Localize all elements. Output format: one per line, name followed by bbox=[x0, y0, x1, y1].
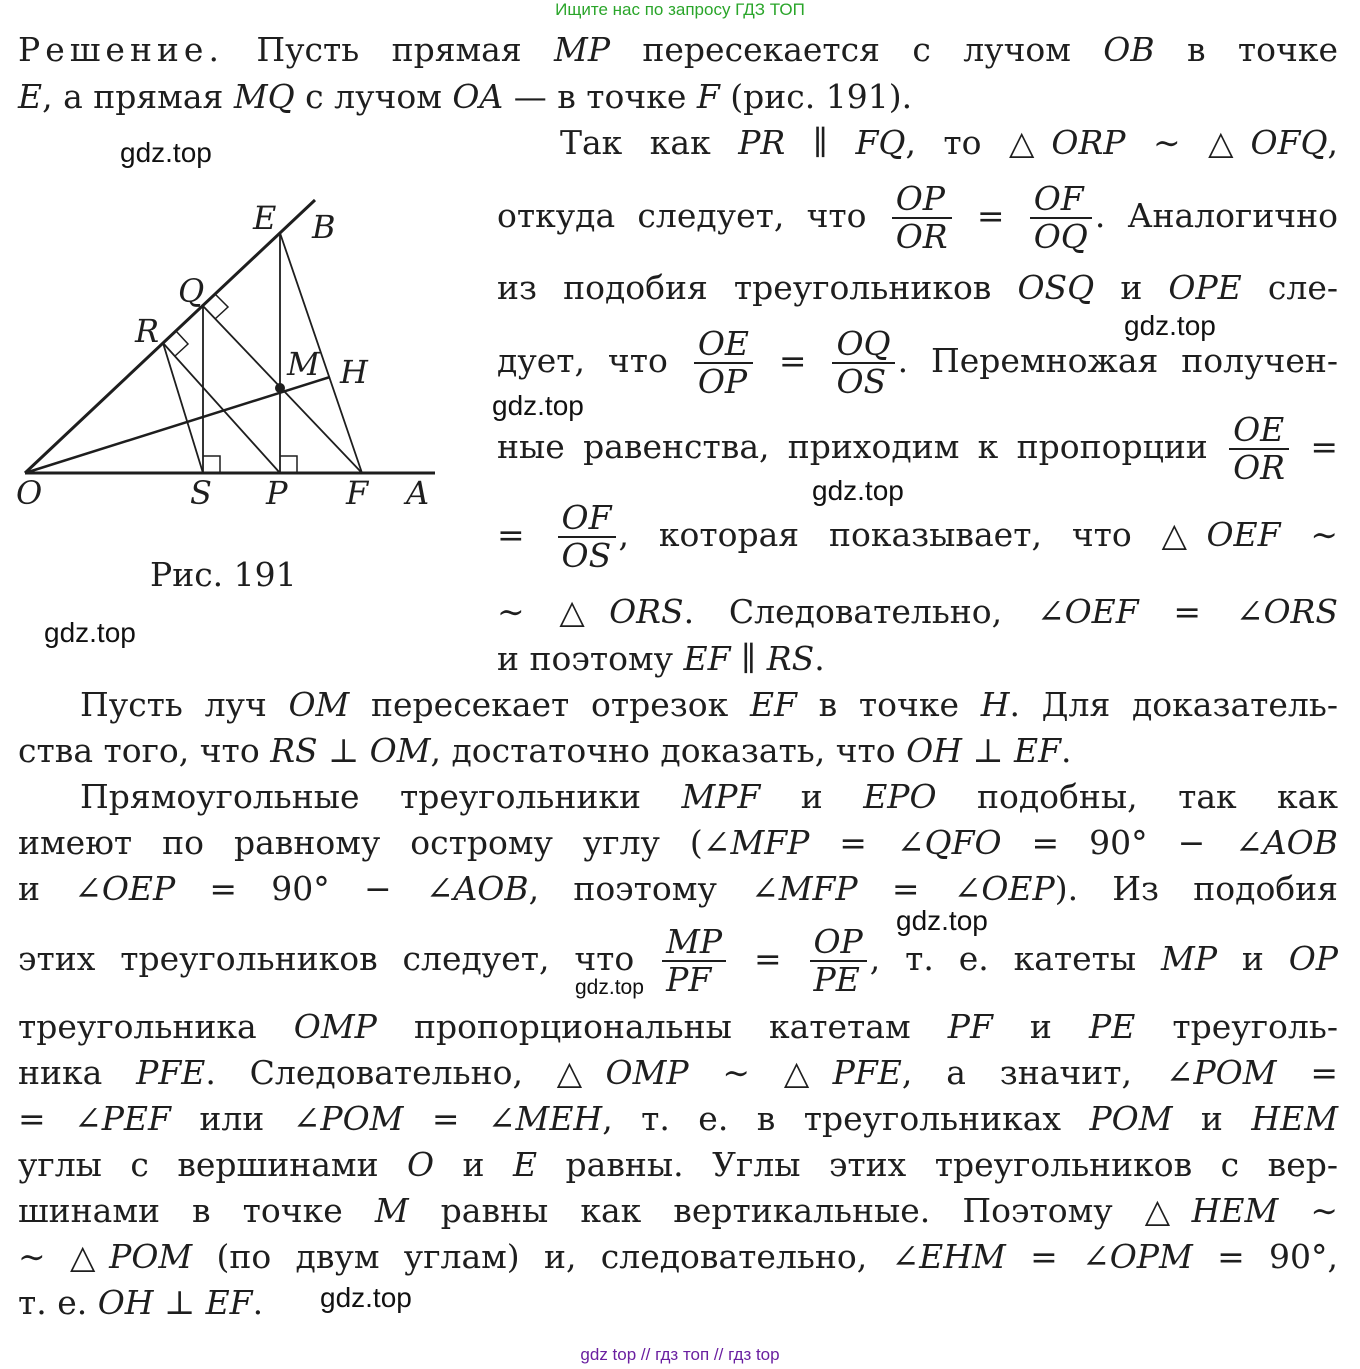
text-line: Решение. Пусть прямая MP пересекается с лучом OB в точке bbox=[18, 30, 1339, 69]
label-h: H bbox=[340, 353, 368, 391]
text-line: этих треугольников следует, что $\frac{MP}{PF}$ = $\frac{OP}{PE}$ , т. е. катеты MP и OP bbox=[18, 922, 1338, 999]
segment-rs bbox=[163, 343, 203, 473]
label-q: Q bbox=[178, 272, 205, 310]
text-line: имеют по равному острому углу (∠MFP = ∠QFO = 90° − ∠AOB bbox=[18, 823, 1338, 862]
text-line: и поэтому EF ∥ RS. bbox=[497, 639, 825, 678]
segment-rp bbox=[163, 343, 280, 473]
text-line: Прямоугольные треугольники MPF и EPO подобны, так как bbox=[80, 777, 1338, 816]
watermark: gdz.top bbox=[320, 1282, 412, 1313]
label-a: A bbox=[406, 474, 430, 512]
text-line: и ∠OEP = 90° − ∠AOB, поэтому ∠MFP = ∠OEP). Из подобия bbox=[18, 869, 1338, 908]
label-m: M bbox=[287, 345, 320, 383]
text-line: дует, что $\frac{OE}{OP}$ = $\frac{OQ}{OS}$ . Перемножая получен- bbox=[497, 324, 1338, 401]
label-p: P bbox=[266, 474, 288, 512]
label-e: E bbox=[253, 199, 277, 237]
text-line: треугольника OMP пропорциональны катетам PF и PE треуголь- bbox=[18, 1007, 1338, 1046]
text-line: шинами в точке M равны как вертикальные. Поэтому △HEM ∼ bbox=[18, 1191, 1338, 1230]
text-line: ные равенства, приходим к пропорции $\frac{OE}{OR}$ = bbox=[497, 410, 1338, 487]
ray-ob bbox=[25, 200, 315, 473]
label-r: R bbox=[135, 312, 160, 350]
watermark: gdz.top bbox=[896, 905, 988, 936]
right-angle-s bbox=[203, 456, 220, 473]
fraction: $\frac{OF}{OS}$ bbox=[558, 500, 616, 574]
right-angle-p bbox=[280, 456, 297, 473]
heading-solution: Решение. bbox=[18, 30, 224, 69]
watermark: gdz.top bbox=[1124, 310, 1216, 341]
label-b: B bbox=[312, 208, 336, 246]
fraction: $\frac{OP}{OR}$ bbox=[892, 181, 952, 255]
watermark: gdz.top bbox=[44, 617, 136, 648]
label-o: O bbox=[16, 474, 43, 512]
label-s: S bbox=[190, 474, 212, 512]
text-line: откуда следует, что $\frac{OP}{OR}$ = $\frac{OF}{OQ}$ . Аналогично bbox=[497, 179, 1338, 256]
right-angle-r bbox=[175, 331, 188, 356]
top-banner[interactable]: Ищите нас по запросу ГДЗ ТОП bbox=[555, 0, 805, 19]
text-line: E, а прямая MQ с лучом OA — в точке F (рис. 191). bbox=[18, 77, 913, 116]
fraction: $\frac{OQ}{OS}$ bbox=[832, 326, 894, 400]
text-line: Пусть луч OM пересекает отрезок EF в точке H. Для доказатель- bbox=[80, 685, 1338, 724]
text-line: углы с вершинами O и E равны. Углы этих треугольников с вер- bbox=[18, 1145, 1338, 1184]
text-line: ника PFE. Следовательно, △OMP ∼ △PFE, а значит, ∠POM = bbox=[18, 1053, 1339, 1092]
figure-191 bbox=[0, 180, 460, 520]
text-line: ства того, что RS ⊥ OM, достаточно доказать, что OH ⊥ EF. bbox=[18, 731, 1072, 770]
label-f: F bbox=[346, 474, 369, 512]
text-line: = ∠PEF или ∠POM = ∠MEH, т. е. в треугольниках POM и HEM bbox=[18, 1099, 1339, 1138]
fraction: $\frac{OP}{PE}$ bbox=[810, 924, 867, 998]
watermark: gdz.top bbox=[575, 976, 644, 999]
text-line: ∼ △POM (по двум углам) и, следовательно, ∠EHM = ∠OPM = 90°, bbox=[18, 1237, 1338, 1276]
bottom-banner[interactable]: gdz top // гдз топ // гдз top bbox=[580, 1345, 780, 1364]
watermark: gdz.top bbox=[492, 390, 584, 421]
right-angle-q bbox=[215, 294, 228, 319]
fraction: $\frac{MP}{PF}$ bbox=[662, 924, 726, 998]
fraction: $\frac{OE}{OP}$ bbox=[694, 326, 753, 400]
watermark: gdz.top bbox=[120, 137, 212, 168]
text-line: Так как PR ∥ FQ, то △ORP ∼ △OFQ, bbox=[560, 123, 1339, 162]
point-m bbox=[275, 383, 285, 393]
fraction: $\frac{OE}{OR}$ bbox=[1229, 412, 1289, 486]
text-line: из подобия треугольников OSQ и OPE сле- bbox=[497, 268, 1339, 307]
figure-caption: Рис. 191 bbox=[150, 555, 297, 594]
text-line: = $\frac{OF}{OS}$ , которая показывает, что △OEF ∼ bbox=[497, 498, 1339, 575]
fraction: $\frac{OF}{OQ}$ bbox=[1030, 181, 1092, 255]
watermark: gdz.top bbox=[812, 475, 904, 506]
text-line: т. е. OH ⊥ EF. bbox=[18, 1283, 264, 1322]
text-line: ∼ △ORS. Следовательно, ∠OEF = ∠ORS bbox=[497, 592, 1339, 631]
